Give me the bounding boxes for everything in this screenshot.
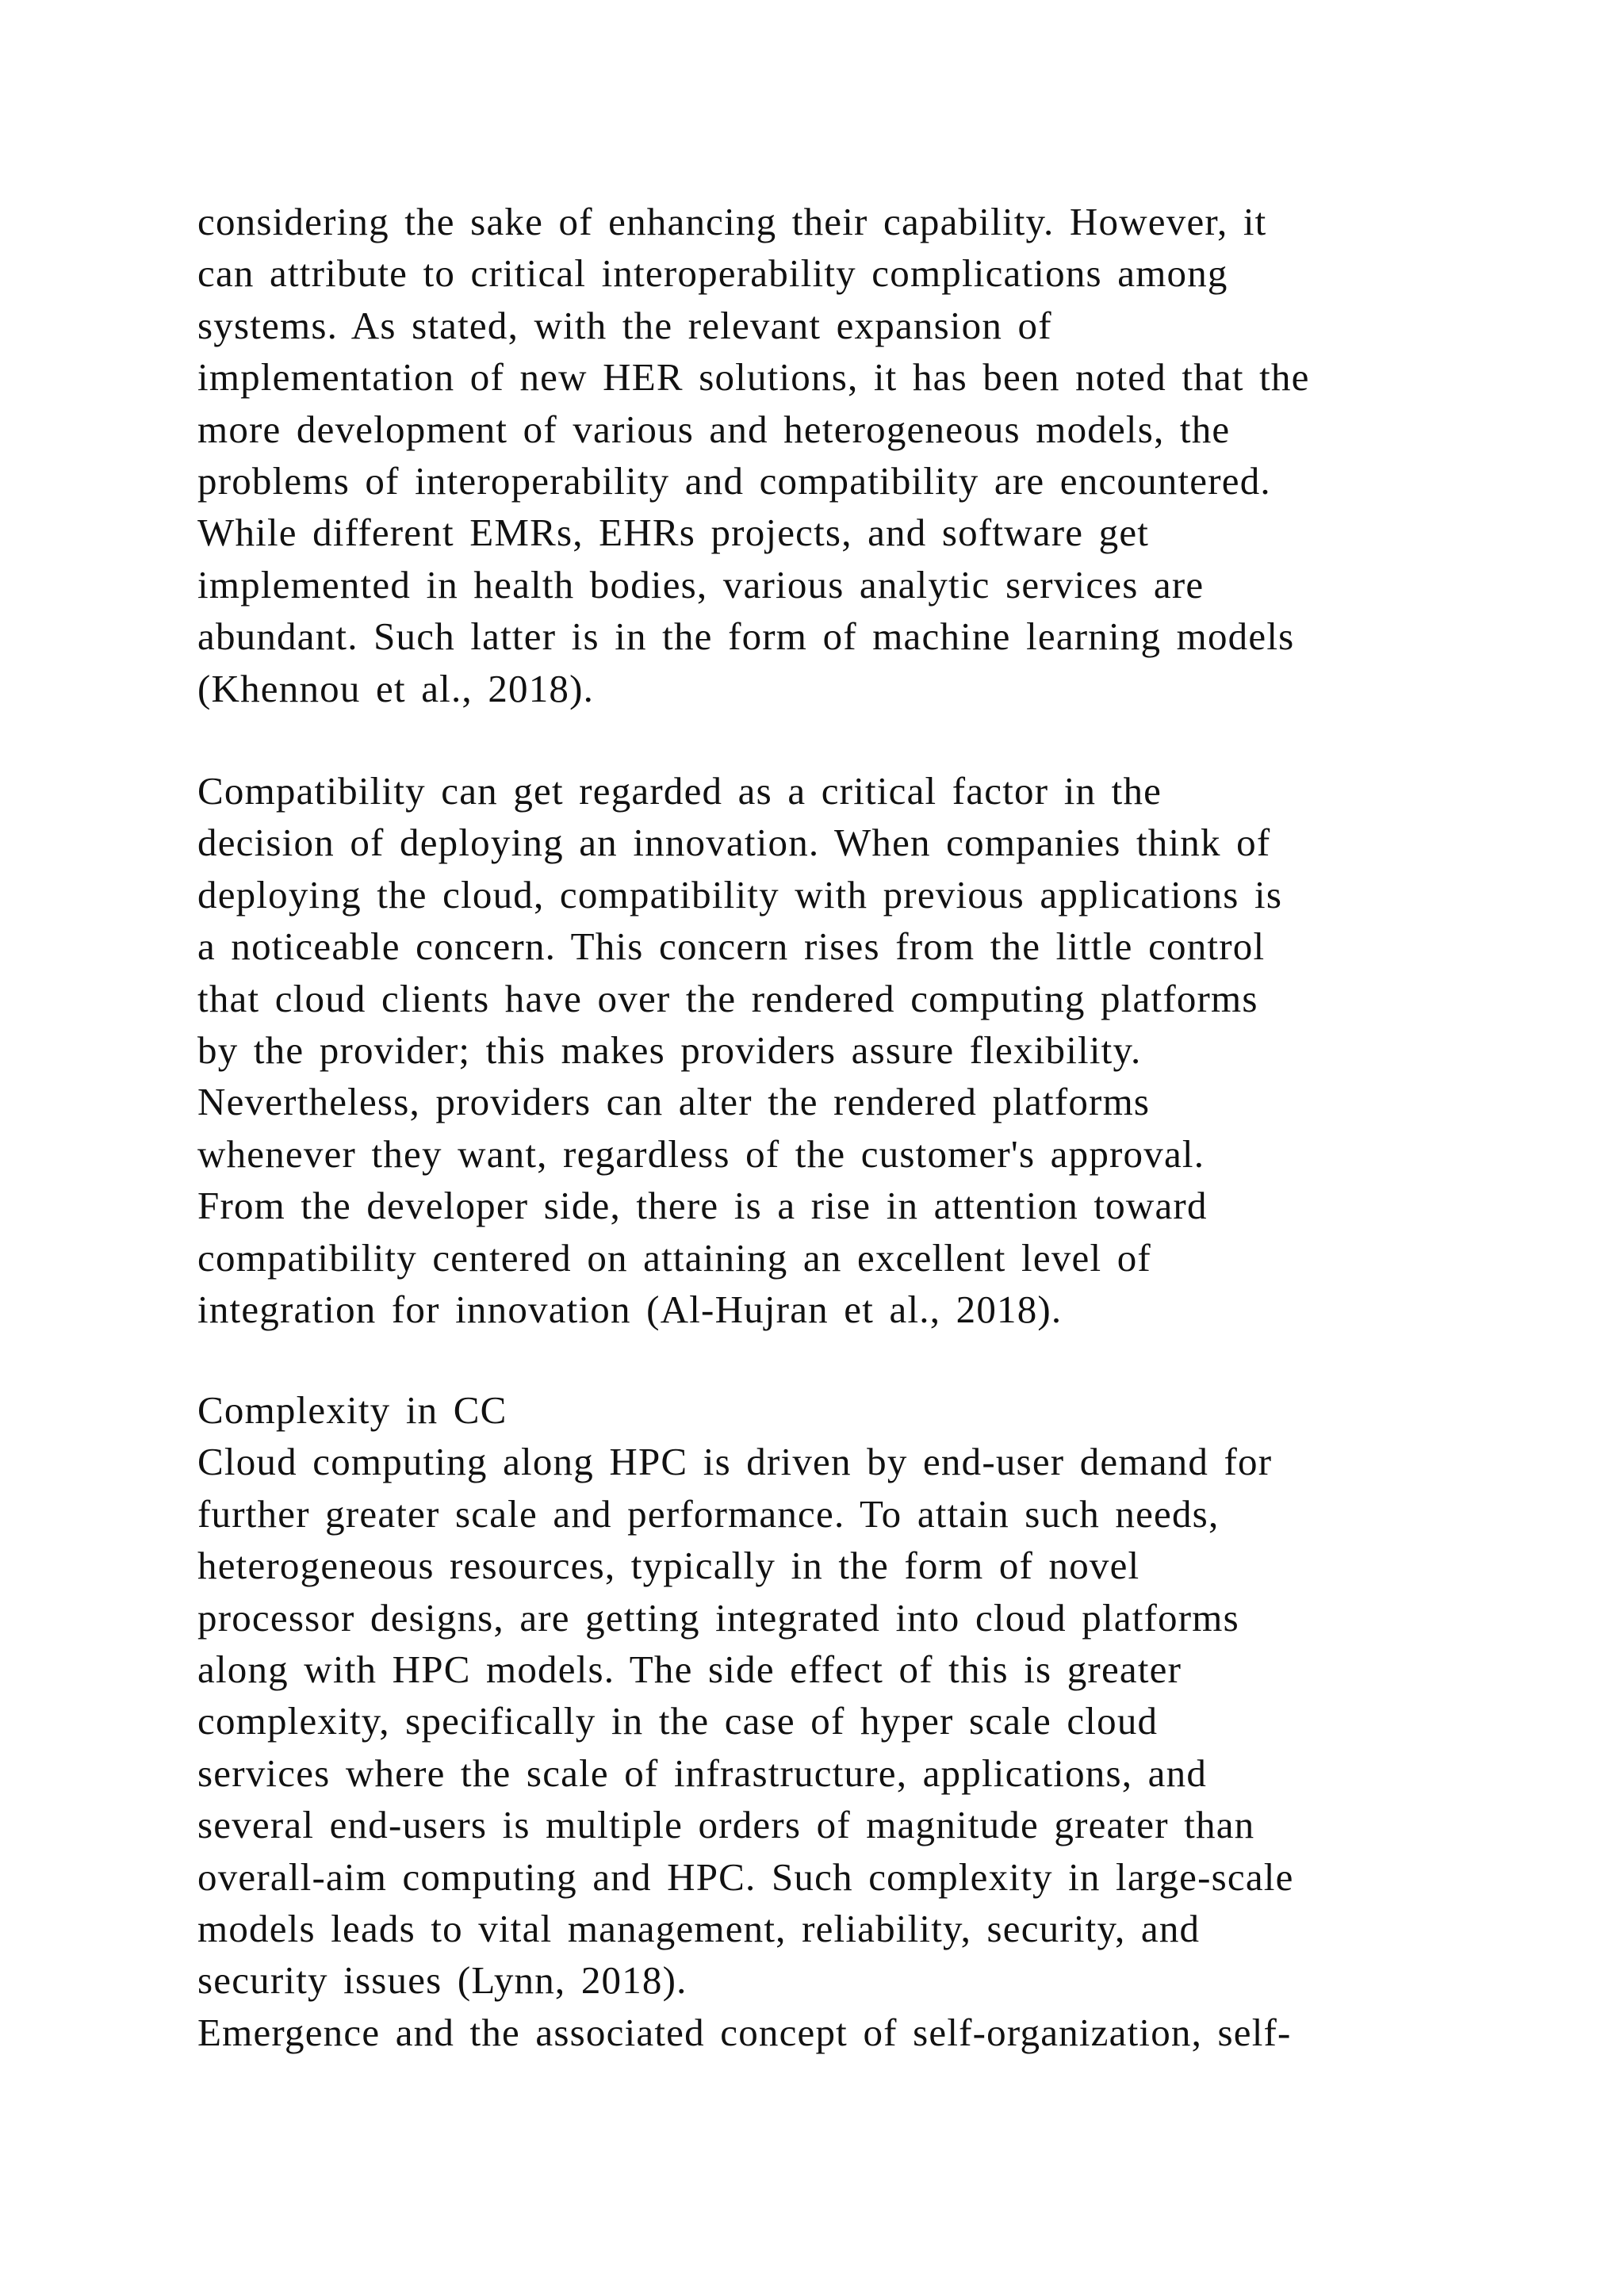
paragraph-compatibility — [197, 765, 1498, 1335]
text-line: implementation of new HER solutions, it has been noted that the — [197, 355, 1310, 400]
text-line: (Khennou et al., 2018). — [197, 666, 595, 710]
text-line: several end-users is multiple orders of magnitude greater than — [197, 1803, 1255, 1847]
text-line: implemented in health bodies, various analytic services are — [197, 562, 1205, 607]
paragraph-interoperability — [197, 196, 1498, 714]
text-line: decision of deploying an innovation. When companies think of — [197, 821, 1271, 865]
text-line: While different EMRs, EHRs projects, and software get — [197, 511, 1150, 555]
text-line: heterogeneous resources, typically in the form of novel — [197, 1544, 1140, 1588]
text-line: models leads to vital management, reliability, security, and — [197, 1906, 1201, 1950]
text-line: Emergence and the associated concept of self-organization, self- — [197, 2010, 1292, 2054]
text-line: Nevertheless, providers can alter the rendered platforms — [197, 1080, 1151, 1124]
text-line: compatibility centered on attaining an excellent level of — [197, 1235, 1151, 1280]
text-line: along with HPC models. The side effect of this is greater — [197, 1647, 1182, 1691]
text-line: abundant. Such latter is in the form of machine learning models — [197, 614, 1295, 659]
text-line: by the provider; this makes providers assure flexibility. — [197, 1027, 1142, 1072]
text-line: further greater scale and performance. To attain such needs, — [197, 1491, 1220, 1536]
text-line: processor designs, are getting integrated into cloud platforms — [197, 1595, 1239, 1640]
text-line: security issues (Lynn, 2018). — [197, 1958, 688, 2003]
text-line: Cloud computing along HPC is driven by end-user demand for — [197, 1440, 1273, 1484]
text-line: From the developer side, there is a rise in attention toward — [197, 1184, 1208, 1228]
text-line: considering the sake of enhancing their capability. However, it — [197, 200, 1267, 243]
text-line: problems of interoperability and compatibility are encountered. — [197, 458, 1271, 503]
text-line: systems. As stated, with the relevant expansion of — [197, 303, 1052, 347]
text-line: a noticeable concern. This concern rises from the little control — [197, 924, 1266, 969]
text-line: Compatibility can get regarded as a critical factor in the — [197, 769, 1162, 813]
text-line: services where the scale of infrastructure, applications, and — [197, 1751, 1208, 1795]
text-line: can attribute to critical interoperability complications among — [197, 251, 1228, 296]
text-line: more development of various and heterogeneous models, the — [197, 407, 1231, 451]
text-line: whenever they want, regardless of the customer's approval. — [197, 1131, 1205, 1176]
section-complexity — [197, 1384, 1498, 2058]
text-line: integration for innovation (Al-Hujran et al., 2018). — [197, 1287, 1063, 1331]
text-line: deploying the cloud, compatibility with previous applications is — [197, 872, 1283, 916]
section-heading: Complexity in CC — [197, 1388, 508, 1432]
text-line: that cloud clients have over the rendered computing platforms — [197, 976, 1258, 1020]
text-line: overall-aim computing and HPC. Such complexity in large-scale — [197, 1854, 1294, 1899]
text-line: complexity, specifically in the case of hyper scale cloud — [197, 1699, 1159, 1743]
